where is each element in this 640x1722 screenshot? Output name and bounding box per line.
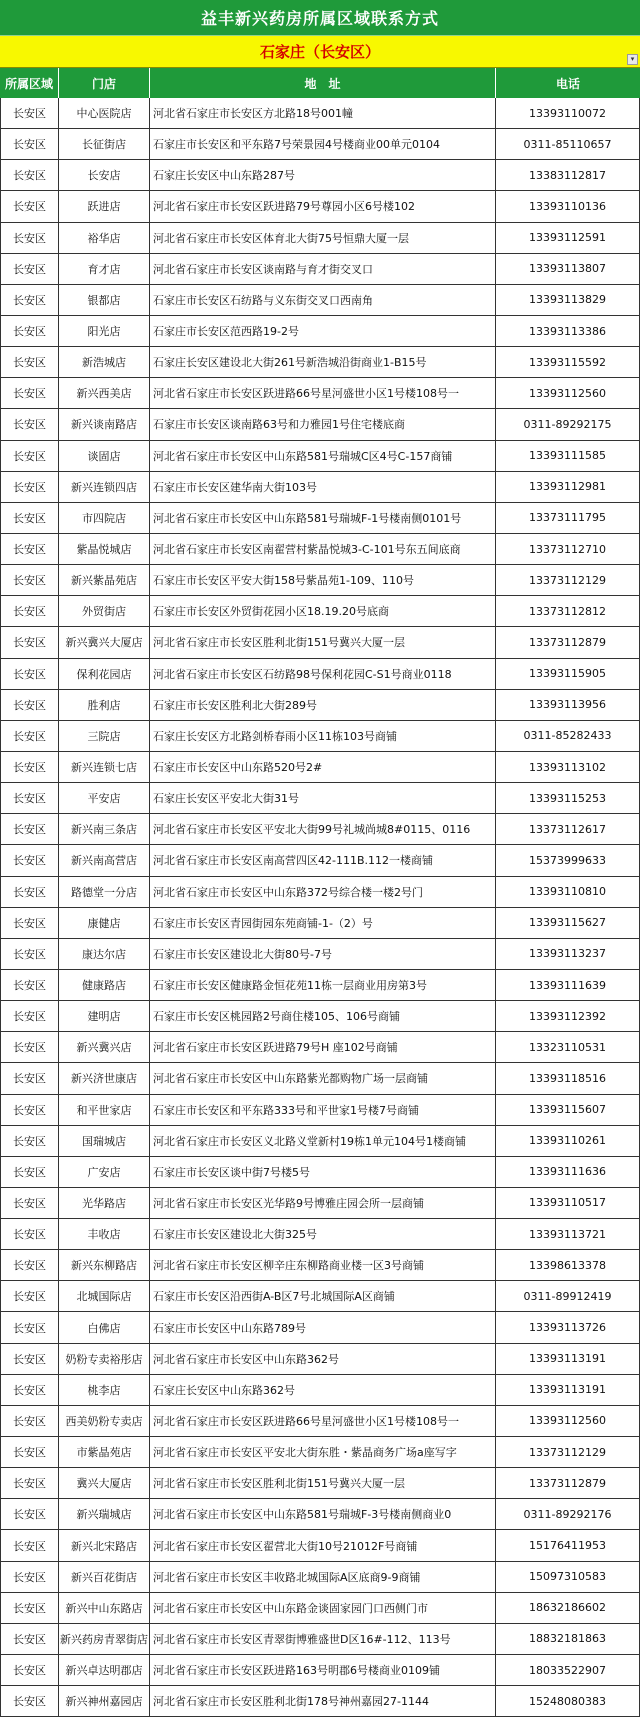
cell-store[interactable]: 新兴连锁七店 <box>59 752 150 783</box>
cell-address[interactable]: 河北省石家庄市长安区义北路义堂新村19栋1单元104号1楼商铺 <box>150 1126 496 1157</box>
cell-phone[interactable]: 0311-85110657 <box>496 129 640 160</box>
cell-address[interactable]: 石家庄市长安区谈南路63号和力雅园1号住宅楼底商 <box>150 409 496 440</box>
cell-phone[interactable]: 0311-89912419 <box>496 1281 640 1312</box>
table-row <box>0 1001 640 1032</box>
cell-store[interactable]: 北城国际店 <box>59 1281 150 1312</box>
chevron-down-icon[interactable]: ▾ <box>627 54 638 65</box>
cell-area[interactable]: 长安区 <box>0 752 59 783</box>
table-row <box>0 223 640 254</box>
cell-area[interactable]: 长安区 <box>0 1562 59 1593</box>
cell-address[interactable]: 石家庄长安区建设北大街261号新浩城沿街商业1-B15号 <box>150 347 496 378</box>
table-row <box>0 659 640 690</box>
cell-address[interactable]: 石家庄市长安区建设北大街80号-7号 <box>150 939 496 970</box>
cell-phone[interactable]: 13393115627 <box>496 908 640 939</box>
header-area[interactable]: 所属区域 <box>0 68 59 98</box>
table-row <box>0 1188 640 1219</box>
cell-area[interactable]: 长安区 <box>0 1312 59 1343</box>
cell-area[interactable]: 长安区 <box>0 1468 59 1499</box>
cell-store[interactable]: 新兴药房青翠街店 <box>59 1624 150 1655</box>
cell-address[interactable]: 河北省石家庄市长安区中山东路372号综合楼一楼2号门 <box>150 877 496 908</box>
cell-address[interactable]: 河北省石家庄市长安区南高营四区42-111B.112一楼商铺 <box>150 845 496 876</box>
table-row <box>0 378 640 409</box>
table-row <box>0 1157 640 1188</box>
table-row <box>0 1624 640 1655</box>
cell-area[interactable]: 长安区 <box>0 1499 59 1530</box>
cell-phone[interactable]: 13393110517 <box>496 1188 640 1219</box>
cell-phone[interactable]: 13373112879 <box>496 1468 640 1499</box>
cell-store[interactable]: 新兴紫晶苑店 <box>59 565 150 596</box>
cell-phone[interactable]: 13393110261 <box>496 1126 640 1157</box>
cell-store[interactable]: 冀兴大厦店 <box>59 1468 150 1499</box>
cell-address[interactable]: 河北省石家庄市长安区跃进路79号H 座102号商铺 <box>150 1032 496 1063</box>
table-row <box>0 908 640 939</box>
cell-phone[interactable]: 13373111795 <box>496 503 640 534</box>
cell-store[interactable]: 新浩城店 <box>59 347 150 378</box>
cell-store[interactable]: 新兴南高营店 <box>59 845 150 876</box>
table-row <box>0 1281 640 1312</box>
table-body <box>0 98 640 1717</box>
cell-area[interactable]: 长安区 <box>0 378 59 409</box>
table-row <box>0 1344 640 1375</box>
cell-area[interactable]: 长安区 <box>0 1530 59 1561</box>
cell-area[interactable]: 长安区 <box>0 1686 59 1717</box>
cell-area[interactable]: 长安区 <box>0 721 59 752</box>
cell-area[interactable]: 长安区 <box>0 845 59 876</box>
cell-address[interactable]: 河北省石家庄市长安区中山东路581号瑞城F-1号楼南侧0101号 <box>150 503 496 534</box>
cell-phone[interactable]: 18832181863 <box>496 1624 640 1655</box>
cell-address[interactable]: 石家庄市长安区范西路19-2号 <box>150 316 496 347</box>
cell-address[interactable]: 河北省石家庄市长安区跃进路66号星河盛世小区1号楼108号一 <box>150 1406 496 1437</box>
cell-phone[interactable]: 13393112560 <box>496 1406 640 1437</box>
cell-area[interactable]: 长安区 <box>0 783 59 814</box>
cell-address[interactable]: 河北省石家庄市长安区跃进路66号星河盛世小区1号楼108号一 <box>150 378 496 409</box>
cell-address[interactable]: 石家庄长安区中山东路362号 <box>150 1375 496 1406</box>
cell-phone[interactable]: 13393113726 <box>496 1312 640 1343</box>
cell-phone[interactable]: 13373112129 <box>496 1437 640 1468</box>
cell-store[interactable]: 桃李店 <box>59 1375 150 1406</box>
cell-phone[interactable]: 13393111585 <box>496 441 640 472</box>
cell-area[interactable]: 长安区 <box>0 1063 59 1094</box>
cell-address[interactable]: 石家庄长安区方北路剑桥春雨小区11栋103号商铺 <box>150 721 496 752</box>
cell-area[interactable]: 长安区 <box>0 1375 59 1406</box>
cell-phone[interactable]: 15097310583 <box>496 1562 640 1593</box>
table-row <box>0 783 640 814</box>
cell-area[interactable]: 长安区 <box>0 409 59 440</box>
cell-store[interactable]: 平安店 <box>59 783 150 814</box>
table-row <box>0 503 640 534</box>
cell-store[interactable]: 外贸街店 <box>59 596 150 627</box>
cell-store[interactable]: 新兴神州嘉园店 <box>59 1686 150 1717</box>
table-row <box>0 1063 640 1094</box>
cell-address[interactable]: 河北省石家庄市长安区光华路9号博雅庄园会所一层商铺 <box>150 1188 496 1219</box>
cell-store[interactable]: 新兴卓达明郡店 <box>59 1655 150 1686</box>
table-row <box>0 1499 640 1530</box>
cell-area[interactable]: 长安区 <box>0 98 59 129</box>
table-row <box>0 409 640 440</box>
header-store[interactable]: 门店 <box>59 68 150 98</box>
cell-store[interactable]: 丰收店 <box>59 1219 150 1250</box>
cell-store[interactable]: 康健店 <box>59 908 150 939</box>
cell-address[interactable]: 河北省石家庄市长安区跃进路163号明郡6号楼商业0109铺 <box>150 1655 496 1686</box>
cell-address[interactable]: 石家庄长安区中山东路287号 <box>150 160 496 191</box>
cell-phone[interactable]: 15373999633 <box>496 845 640 876</box>
table-row <box>0 721 640 752</box>
cell-area[interactable]: 长安区 <box>0 814 59 845</box>
table-row <box>0 191 640 222</box>
cell-phone[interactable]: 13373112879 <box>496 627 640 658</box>
cell-store[interactable]: 建明店 <box>59 1001 150 1032</box>
cell-store[interactable]: 中心医院店 <box>59 98 150 129</box>
cell-store[interactable]: 保利花园店 <box>59 659 150 690</box>
cell-phone[interactable]: 15248080383 <box>496 1686 640 1717</box>
cell-store[interactable]: 康达尔店 <box>59 939 150 970</box>
cell-store[interactable]: 育才店 <box>59 254 150 285</box>
table-row <box>0 1312 640 1343</box>
table-row <box>0 129 640 160</box>
cell-address[interactable]: 河北省石家庄市长安区中山东路金谈固家园门口西侧门市 <box>150 1593 496 1624</box>
cell-phone[interactable]: 13393112981 <box>496 472 640 503</box>
cell-address[interactable]: 河北省石家庄市长安区石纺路98号保利花园C-S1号商业0118 <box>150 659 496 690</box>
cell-store[interactable]: 新兴瑞城店 <box>59 1499 150 1530</box>
cell-area[interactable]: 长安区 <box>0 1624 59 1655</box>
cell-address[interactable]: 石家庄市长安区谈中街7号楼5号 <box>150 1157 496 1188</box>
cell-address[interactable]: 石家庄市长安区桃园路2号商住楼105、106号商铺 <box>150 1001 496 1032</box>
cell-area[interactable]: 长安区 <box>0 129 59 160</box>
table-row <box>0 1686 640 1717</box>
cell-address[interactable]: 河北省石家庄市长安区中山东路581号瑞城C区4号C-157商铺 <box>150 441 496 472</box>
cell-area[interactable]: 长安区 <box>0 1157 59 1188</box>
region-filter-text: 石家庄（长安区） <box>259 43 380 61</box>
table-row <box>0 814 640 845</box>
cell-store[interactable]: 新兴冀兴大厦店 <box>59 627 150 658</box>
cell-area[interactable]: 长安区 <box>0 1032 59 1063</box>
cell-store[interactable]: 胜利店 <box>59 690 150 721</box>
cell-address[interactable]: 石家庄市长安区石纺路与义东街交叉口西南角 <box>150 285 496 316</box>
cell-area[interactable]: 长安区 <box>0 565 59 596</box>
cell-phone[interactable]: 13393113102 <box>496 752 640 783</box>
cell-store[interactable]: 新兴济世康店 <box>59 1063 150 1094</box>
table-row <box>0 752 640 783</box>
cell-address[interactable]: 河北省石家庄市长安区谈南路与育才街交叉口 <box>150 254 496 285</box>
cell-store[interactable]: 新兴百花街店 <box>59 1562 150 1593</box>
cell-address[interactable]: 河北省石家庄市长安区丰收路北城国际A区底商9-9商铺 <box>150 1562 496 1593</box>
cell-address[interactable]: 石家庄市长安区和平东路7号荣景园4号楼商业00单元0104 <box>150 129 496 160</box>
cell-address[interactable]: 河北省石家庄市长安区胜利北街151号冀兴大厦一层 <box>150 1468 496 1499</box>
cell-phone[interactable]: 13373112617 <box>496 814 640 845</box>
table-row <box>0 1468 640 1499</box>
cell-area[interactable]: 长安区 <box>0 472 59 503</box>
table-row <box>0 845 640 876</box>
table-row <box>0 1095 640 1126</box>
cell-phone[interactable]: 13393111639 <box>496 970 640 1001</box>
table-row <box>0 1406 640 1437</box>
cell-address[interactable]: 河北省石家庄市长安区体育北大街75号恒鼎大厦一层 <box>150 223 496 254</box>
cell-store[interactable]: 新兴南三条店 <box>59 814 150 845</box>
cell-address[interactable]: 石家庄市长安区胜利北大街289号 <box>150 690 496 721</box>
cell-area[interactable]: 长安区 <box>0 441 59 472</box>
cell-address[interactable]: 河北省石家庄市长安区方北路18号001幢 <box>150 98 496 129</box>
sheet-title-text: 益丰新兴药房所属区域联系方式 <box>200 9 439 28</box>
cell-store[interactable]: 健康路店 <box>59 970 150 1001</box>
table-row <box>0 690 640 721</box>
cell-store[interactable]: 新兴谈南路店 <box>59 409 150 440</box>
cell-store[interactable]: 奶粉专卖裕彤店 <box>59 1344 150 1375</box>
cell-area[interactable]: 长安区 <box>0 1437 59 1468</box>
cell-address[interactable]: 石家庄市长安区平安大街158号紫晶苑1-109、110号 <box>150 565 496 596</box>
cell-phone[interactable]: 13323110531 <box>496 1032 640 1063</box>
cell-phone[interactable]: 0311-89292175 <box>496 409 640 440</box>
cell-area[interactable]: 长安区 <box>0 254 59 285</box>
cell-phone[interactable]: 13393113237 <box>496 939 640 970</box>
table-row <box>0 939 640 970</box>
table-row <box>0 1562 640 1593</box>
cell-phone[interactable]: 13393118516 <box>496 1063 640 1094</box>
cell-store[interactable]: 银都店 <box>59 285 150 316</box>
cell-address[interactable]: 石家庄市长安区建华南大街103号 <box>150 472 496 503</box>
cell-store[interactable]: 长征街店 <box>59 129 150 160</box>
table-row <box>0 1032 640 1063</box>
table-row <box>0 1437 640 1468</box>
cell-store[interactable]: 新兴北宋路店 <box>59 1530 150 1561</box>
cell-area[interactable]: 长安区 <box>0 1001 59 1032</box>
cell-store[interactable]: 广安店 <box>59 1157 150 1188</box>
sheet-title <box>0 0 640 36</box>
cell-phone[interactable]: 13398613378 <box>496 1250 640 1281</box>
cell-store[interactable]: 白佛店 <box>59 1312 150 1343</box>
table-row <box>0 596 640 627</box>
cell-area[interactable]: 长安区 <box>0 1250 59 1281</box>
cell-phone[interactable]: 13393112392 <box>496 1001 640 1032</box>
cell-store[interactable]: 市紫晶苑店 <box>59 1437 150 1468</box>
cell-phone[interactable]: 13393112591 <box>496 223 640 254</box>
cell-phone[interactable]: 13393113721 <box>496 1219 640 1250</box>
cell-area[interactable]: 长安区 <box>0 939 59 970</box>
cell-area[interactable]: 长安区 <box>0 534 59 565</box>
cell-phone[interactable]: 13373112129 <box>496 565 640 596</box>
cell-address[interactable]: 河北省石家庄市长安区青翠街博雅盛世D区16#-112、113号 <box>150 1624 496 1655</box>
cell-phone[interactable]: 13393112560 <box>496 378 640 409</box>
cell-area[interactable]: 长安区 <box>0 160 59 191</box>
cell-phone[interactable]: 18033522907 <box>496 1655 640 1686</box>
cell-phone[interactable]: 13373112812 <box>496 596 640 627</box>
cell-phone[interactable]: 13393113956 <box>496 690 640 721</box>
cell-store[interactable]: 路德堂一分店 <box>59 877 150 908</box>
cell-area[interactable]: 长安区 <box>0 1406 59 1437</box>
cell-store[interactable]: 光华路店 <box>59 1188 150 1219</box>
cell-area[interactable]: 长安区 <box>0 503 59 534</box>
cell-phone[interactable]: 13393115607 <box>496 1095 640 1126</box>
cell-address[interactable]: 石家庄市长安区和平东路333号和平世家1号楼7号商铺 <box>150 1095 496 1126</box>
cell-phone[interactable]: 13393115592 <box>496 347 640 378</box>
table-row <box>0 565 640 596</box>
cell-phone[interactable]: 18632186602 <box>496 1593 640 1624</box>
table-header <box>0 68 640 98</box>
cell-phone[interactable]: 13393113829 <box>496 285 640 316</box>
cell-address[interactable]: 河北省石家庄市长安区跃进路79号尊园小区6号楼102 <box>150 191 496 222</box>
header-phone[interactable]: 电话 <box>555 76 580 91</box>
cell-store[interactable]: 新兴连锁四店 <box>59 472 150 503</box>
cell-store[interactable]: 新兴东柳路店 <box>59 1250 150 1281</box>
cell-address[interactable]: 石家庄长安区平安北大街31号 <box>150 783 496 814</box>
table-row <box>0 98 640 129</box>
cell-phone[interactable]: 13383112817 <box>496 160 640 191</box>
cell-phone[interactable]: 13393115253 <box>496 783 640 814</box>
cell-address[interactable]: 石家庄市长安区外贸街花园小区18.19.20号底商 <box>150 596 496 627</box>
cell-area[interactable]: 长安区 <box>0 1344 59 1375</box>
cell-address[interactable]: 河北省石家庄市长安区胜利北街178号神州嘉园27-1144 <box>150 1686 496 1717</box>
cell-address[interactable]: 石家庄市长安区健康路金恒花苑11栋一层商业用房第3号 <box>150 970 496 1001</box>
cell-area[interactable]: 长安区 <box>0 285 59 316</box>
cell-store[interactable]: 西美奶粉专卖店 <box>59 1406 150 1437</box>
cell-store[interactable]: 三院店 <box>59 721 150 752</box>
table-row <box>0 534 640 565</box>
cell-address[interactable]: 河北省石家庄市长安区胜利北街151号冀兴大厦一层 <box>150 627 496 658</box>
cell-phone[interactable]: 0311-89292176 <box>496 1499 640 1530</box>
cell-store[interactable]: 市四院店 <box>59 503 150 534</box>
cell-phone[interactable]: 13393113191 <box>496 1344 640 1375</box>
table-row <box>0 254 640 285</box>
cell-store[interactable]: 新兴中山东路店 <box>59 1593 150 1624</box>
cell-address[interactable]: 河北省石家庄市长安区中山东路362号 <box>150 1344 496 1375</box>
cell-area[interactable]: 长安区 <box>0 1281 59 1312</box>
cell-area[interactable]: 长安区 <box>0 1188 59 1219</box>
cell-phone[interactable]: 13393111636 <box>496 1157 640 1188</box>
cell-store[interactable]: 紫晶悦城店 <box>59 534 150 565</box>
cell-address[interactable]: 河北省石家庄市长安区翟营北大街10号21012F号商铺 <box>150 1530 496 1561</box>
cell-phone[interactable]: 13393113191 <box>496 1375 640 1406</box>
cell-phone[interactable]: 13393110136 <box>496 191 640 222</box>
cell-area[interactable]: 长安区 <box>0 627 59 658</box>
table-row <box>0 877 640 908</box>
cell-phone[interactable]: 13393110072 <box>496 98 640 129</box>
table-row <box>0 1219 640 1250</box>
cell-address[interactable]: 河北省石家庄市长安区平安北大街东胜・紫晶商务广场a座写字 <box>150 1437 496 1468</box>
cell-area[interactable]: 长安区 <box>0 690 59 721</box>
table-row <box>0 1375 640 1406</box>
cell-area[interactable]: 长安区 <box>0 970 59 1001</box>
cell-area[interactable]: 长安区 <box>0 1095 59 1126</box>
cell-phone[interactable]: 0311-85282433 <box>496 721 640 752</box>
cell-address[interactable]: 石家庄市长安区中山东路789号 <box>150 1312 496 1343</box>
table-row <box>0 1250 640 1281</box>
cell-area[interactable]: 长安区 <box>0 659 59 690</box>
cell-store[interactable]: 国瑞城店 <box>59 1126 150 1157</box>
cell-address[interactable]: 河北省石家庄市长安区中山东路581号瑞城F-3号楼南侧商业0 <box>150 1499 496 1530</box>
table-row <box>0 347 640 378</box>
table-row <box>0 160 640 191</box>
cell-store[interactable]: 新兴西美店 <box>59 378 150 409</box>
cell-store[interactable]: 长安店 <box>59 160 150 191</box>
cell-address[interactable]: 石家庄市长安区沿西街A-B区7号北城国际A区商铺 <box>150 1281 496 1312</box>
cell-area[interactable]: 长安区 <box>0 877 59 908</box>
table-row <box>0 1655 640 1686</box>
cell-area[interactable]: 长安区 <box>0 1655 59 1686</box>
cell-area[interactable]: 长安区 <box>0 908 59 939</box>
table-row <box>0 970 640 1001</box>
table-row <box>0 627 640 658</box>
cell-phone[interactable]: 13393113807 <box>496 254 640 285</box>
cell-address[interactable]: 石家庄市长安区建设北大街325号 <box>150 1219 496 1250</box>
cell-area[interactable]: 长安区 <box>0 596 59 627</box>
cell-phone[interactable]: 13393113386 <box>496 316 640 347</box>
cell-phone[interactable]: 13393110810 <box>496 877 640 908</box>
cell-store[interactable]: 谈固店 <box>59 441 150 472</box>
table-row <box>0 1126 640 1157</box>
cell-address[interactable]: 河北省石家庄市长安区中山东路紫光都购物广场一层商铺 <box>150 1063 496 1094</box>
cell-phone[interactable]: 15176411953 <box>496 1530 640 1561</box>
cell-area[interactable]: 长安区 <box>0 223 59 254</box>
cell-store[interactable]: 新兴冀兴店 <box>59 1032 150 1063</box>
cell-area[interactable]: 长安区 <box>0 1593 59 1624</box>
cell-store[interactable]: 裕华店 <box>59 223 150 254</box>
cell-address[interactable]: 河北省石家庄市长安区南翟营村紫晶悦城3-C-101号东五间底商 <box>150 534 496 565</box>
region-filter-cell[interactable] <box>0 36 640 68</box>
header-address[interactable]: 地 址 <box>150 68 496 98</box>
cell-phone[interactable]: 13393115905 <box>496 659 640 690</box>
table-row <box>0 1530 640 1561</box>
cell-area[interactable]: 长安区 <box>0 316 59 347</box>
table-row <box>0 1593 640 1624</box>
cell-store[interactable]: 和平世家店 <box>59 1095 150 1126</box>
table-row <box>0 472 640 503</box>
cell-address[interactable]: 河北省石家庄市长安区平安北大街99号礼城尚城8#0115、0116 <box>150 814 496 845</box>
cell-area[interactable]: 长安区 <box>0 191 59 222</box>
cell-address[interactable]: 河北省石家庄市长安区柳辛庄东柳路商业楼一区3号商铺 <box>150 1250 496 1281</box>
cell-store[interactable]: 阳光店 <box>59 316 150 347</box>
cell-area[interactable]: 长安区 <box>0 347 59 378</box>
cell-address[interactable]: 石家庄市长安区青园街园东苑商铺-1-（2）号 <box>150 908 496 939</box>
table-row <box>0 316 640 347</box>
table-row <box>0 441 640 472</box>
cell-phone[interactable]: 13373112710 <box>496 534 640 565</box>
cell-address[interactable]: 石家庄市长安区中山东路520号2# <box>150 752 496 783</box>
cell-area[interactable]: 长安区 <box>0 1126 59 1157</box>
cell-area[interactable]: 长安区 <box>0 1219 59 1250</box>
cell-store[interactable]: 跃进店 <box>59 191 150 222</box>
table-row <box>0 285 640 316</box>
